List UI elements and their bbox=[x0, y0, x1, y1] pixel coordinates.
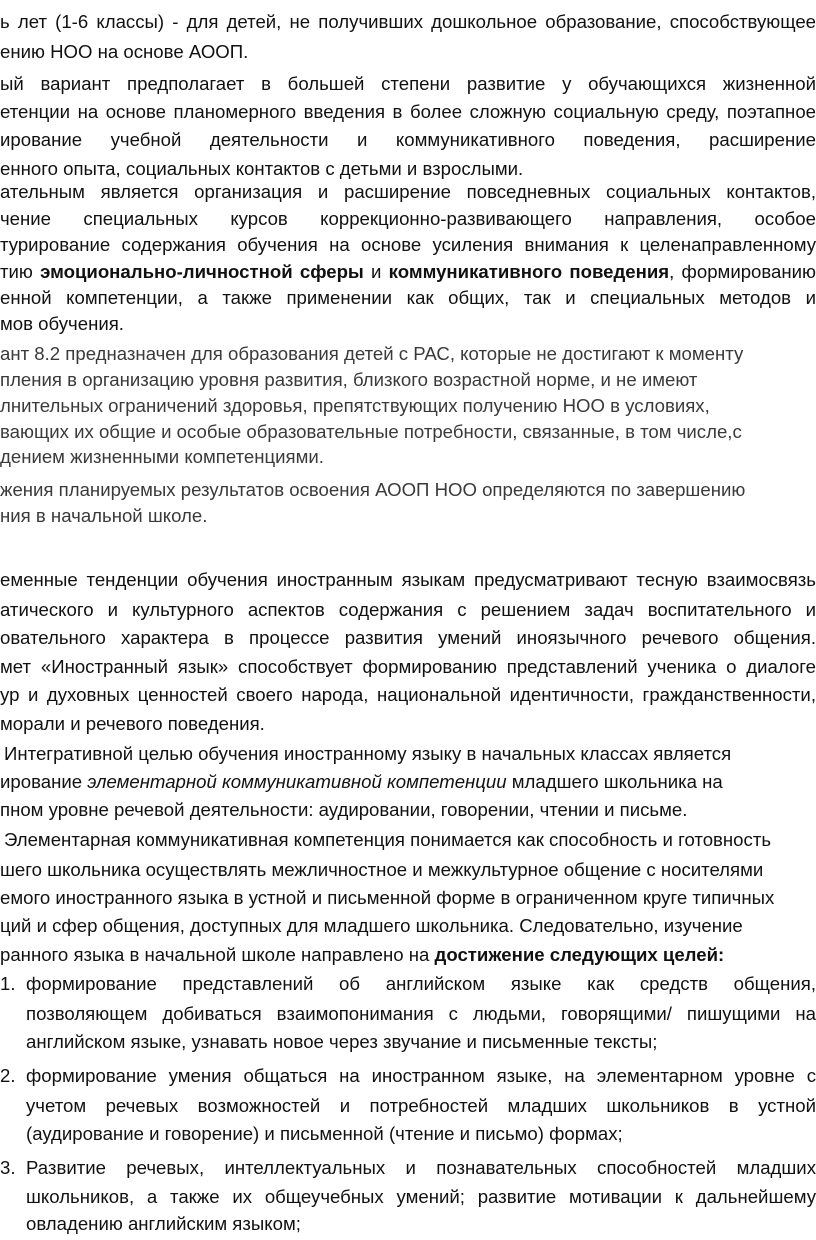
bold-phrase: коммуникативного поведения bbox=[388, 261, 670, 282]
list-item-line: Развитие речевых, интеллектуальных и познавательных способностей младших bbox=[26, 1157, 816, 1178]
paragraph-line: жения планируемых результатов освоения АООП НОО определяются по завершению bbox=[0, 479, 746, 500]
paragraph-line: ант 8.2 предназначен для образования детей с РАС, которые не достигают к моменту bbox=[0, 343, 744, 364]
paragraph-line bbox=[0, 941, 724, 968]
list-item-line: позволяющем добиваться взаимопонимания с людьми, говорящими/ пишущими на bbox=[26, 1003, 816, 1024]
bold-phrase: достижение следующих целей: bbox=[434, 944, 725, 965]
paragraph-line: атического и культурного аспектов содержания с решением задач воспитательного и bbox=[0, 599, 816, 620]
paragraph-line: еменные тенденции обучения иностранным языкам предусматривают тесную взаимосвязь bbox=[0, 569, 816, 590]
paragraph-line: лнительных ограничений здоровья, препятствующих получению НОО в условиях, bbox=[0, 395, 710, 416]
bold-phrase: эмоционально-личностной сферы bbox=[40, 261, 364, 282]
paragraph-line: морали и речевого поведения. bbox=[0, 713, 265, 734]
text-run: и bbox=[363, 261, 389, 282]
text-run: , формированию bbox=[669, 261, 816, 282]
paragraph-line: емого иностранного языка в устной и письменной форме в ограниченном круге типичных bbox=[0, 887, 775, 908]
paragraph-line: мет «Иностранный язык» способствует формированию представлений ученика о диалоге bbox=[0, 656, 816, 677]
list-number: 1. bbox=[0, 973, 16, 994]
list-number: 3. bbox=[0, 1157, 16, 1178]
text-run: тию bbox=[0, 261, 41, 282]
paragraph-line: пления в организацию уровня развития, близкого возрастной норме, и не имеют bbox=[0, 369, 698, 390]
paragraph-line: турирование содержания обучения на основе усиления внимания к целенаправленному bbox=[0, 234, 816, 255]
paragraph-line: етенции на основе планомерного введения в более сложную социальную среду, поэтапное bbox=[0, 101, 816, 122]
paragraph-line: пном уровне речевой деятельности: аудировании, говорении, чтении и письме. bbox=[0, 799, 688, 820]
paragraph-line: ению НОО на основе АООП. bbox=[0, 41, 249, 62]
italic-phrase: элементарной коммуникативной компетенции bbox=[87, 771, 507, 792]
paragraph-line: мов обучения. bbox=[0, 313, 124, 334]
list-item-line: учетом речевых возможностей и потребностей младших школьников в устной bbox=[26, 1095, 816, 1116]
list-item-line: овладению английским языком; bbox=[26, 1213, 301, 1234]
text-run: ранного языка в начальной школе направлено на bbox=[0, 944, 435, 965]
paragraph-line bbox=[0, 258, 816, 285]
list-item-line: английском языке, узнавать новое через звучание и письменные тексты; bbox=[26, 1031, 658, 1052]
paragraph-line: чение специальных курсов коррекционно-развивающего направления, особое bbox=[0, 208, 816, 229]
paragraph-line: ь лет (1-6 классы) - для детей, не получивших дошкольное образование, способствующее bbox=[0, 11, 816, 32]
paragraph-line: енного опыта, социальных контактов с детьми и взрослыми. bbox=[0, 158, 524, 179]
list-item-line: (аудирование и говорение) и письменной (чтение и письмо) формах; bbox=[26, 1123, 623, 1144]
paragraph-line: ния в начальной школе. bbox=[0, 505, 208, 526]
list-item-line: формирование умения общаться на иностранном языке, на элементарном уровне с bbox=[26, 1065, 816, 1086]
paragraph-line: ирование учебной деятельности и коммуникативного поведения, расширение bbox=[0, 129, 816, 150]
paragraph-line: Интегративной целью обучения иностранному языку в начальных классах является bbox=[4, 743, 732, 764]
paragraph-line: дением жизненными компетенциями. bbox=[0, 446, 324, 467]
paragraph-line: овательного характера в процессе развития умений иноязычного речевого общения. bbox=[0, 627, 816, 648]
paragraph-line: шего школьника осуществлять межличностное и межкультурное общение с носителями bbox=[0, 859, 764, 880]
list-item-line: формирование представлений об английском языке как средств общения, bbox=[26, 973, 816, 994]
paragraph-line: Элементарная коммуникативная компетенция понимается как способность и готовность bbox=[4, 829, 772, 850]
paragraph-line: енной компетенции, а также применении как общих, так и специальных методов и bbox=[0, 287, 816, 308]
paragraph-line: вающих их общие и особые образовательные потребности, связанные, в том числе,с bbox=[0, 421, 742, 442]
list-item-line: школьников, а также их общеучебных умений; развитие мотивации к дальнейшему bbox=[26, 1186, 816, 1207]
paragraph-line: ур и духовных ценностей своего народа, национальной идентичности, гражданственности, bbox=[0, 684, 816, 705]
paragraph-line: ый вариант предполагает в большей степени развитие у обучающихся жизненной bbox=[0, 73, 816, 94]
text-run: младшего школьника на bbox=[506, 771, 723, 792]
paragraph-line bbox=[0, 768, 723, 795]
text-run: ирование bbox=[0, 771, 88, 792]
paragraph-line: ций и сфер общения, доступных для младшего школьника. Следовательно, изучение bbox=[0, 915, 743, 936]
list-number: 2. bbox=[0, 1065, 16, 1086]
paragraph-line: ательным является организация и расширение повседневных социальных контактов, bbox=[0, 181, 816, 202]
